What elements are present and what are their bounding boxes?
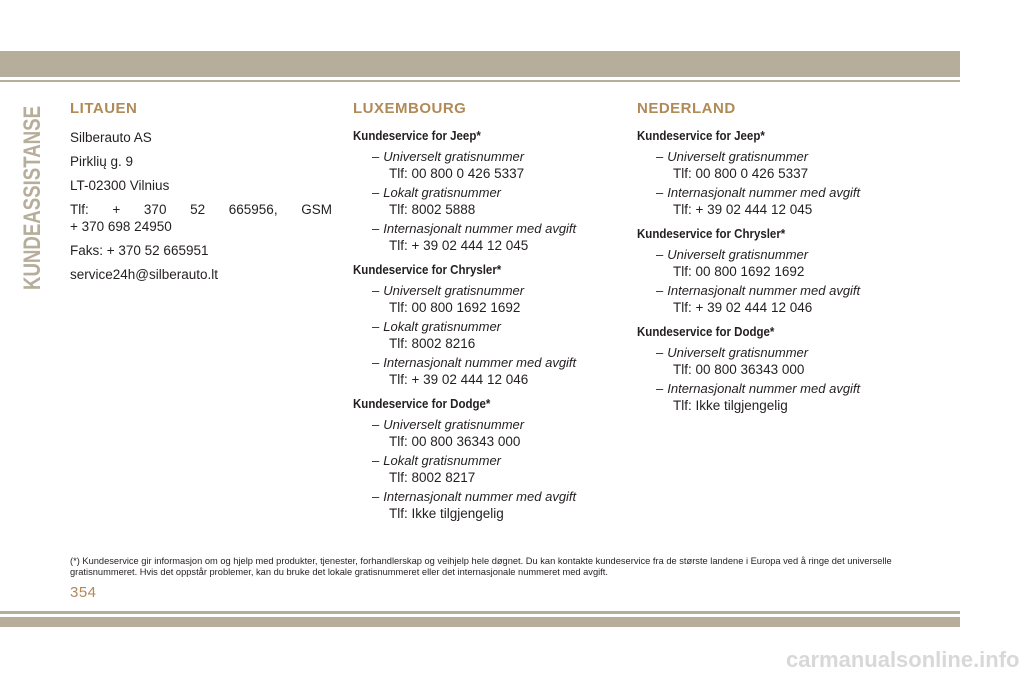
watermark: carmanualsonline.info	[786, 647, 1020, 672]
phone-entry: – Universelt gratisnummer Tlf: 00 800 0 426 5337	[637, 149, 902, 183]
entry-label: Lokalt gratisnummer	[383, 185, 502, 200]
entry-label: Internasjonalt nummer med avgift	[667, 283, 861, 298]
footnote: (*) Kundeservice gir informasjon om og hjelp med produkter, tjenester, forhandlerskap og veihjelp hele døgnet. Du kan kontakte kundeservice fra de største landene i Europa ved å ringe det universelle gratisnummeret. Hvis det oppstår problemer, kan du bruke det lokale gratisnummeret eller det internasjonale nummeret med avgift.	[70, 556, 892, 577]
entry-number: Tlf: + 39 02 444 12 046	[389, 372, 529, 387]
page-number: 354	[70, 584, 97, 601]
country-heading: LITAUEN	[70, 100, 138, 117]
phone-entry: – Universelt gratisnummer Tlf: 00 800 1692 1692	[637, 247, 902, 281]
service-group-dodge	[353, 397, 618, 523]
country-heading: LUXEMBOURG	[353, 100, 467, 117]
country-heading: NEDERLAND	[637, 100, 736, 117]
entry-label: Universelt gratisnummer	[667, 247, 809, 262]
phone-entry: – Lokalt gratisnummer Tlf: 8002 5888	[353, 185, 618, 219]
entry-number: Tlf: 00 800 0 426 5337	[673, 166, 809, 181]
group-title: Kundeservice for Dodge*	[637, 325, 775, 339]
phone-entry: – Internasjonalt nummer med avgift Tlf: + 39 02 444 12 045	[353, 221, 618, 255]
service-group-dodge	[637, 325, 902, 415]
entry-number: Tlf: 00 800 36343 000	[673, 362, 805, 377]
entry-number: Tlf: + 39 02 444 12 045	[673, 202, 813, 217]
phone-entry: – Internasjonalt nummer med avgift Tlf: Ikke tilgjengelig	[637, 381, 902, 415]
top-rule	[0, 80, 960, 82]
entry-label: Universelt gratisnummer	[667, 345, 809, 360]
service-group-jeep	[353, 129, 618, 255]
phone-entry: – Internasjonalt nummer med avgift Tlf: + 39 02 444 12 046	[353, 355, 618, 389]
entry-label: Internasjonalt nummer med avgift	[383, 221, 577, 236]
entry-label: Universelt gratisnummer	[383, 283, 525, 298]
phone-part: 370	[143, 202, 167, 217]
entry-number: Tlf: 8002 5888	[389, 202, 476, 217]
entry-label: Internasjonalt nummer med avgift	[383, 355, 577, 370]
bottom-band	[0, 617, 960, 627]
group-title: Kundeservice for Chrysler*	[637, 227, 786, 241]
phone-entry: – Universelt gratisnummer Tlf: 00 800 0 426 5337	[353, 149, 618, 183]
entry-label: Lokalt gratisnummer	[383, 319, 502, 334]
company-name: Silberauto AS	[70, 130, 152, 145]
entry-number: Tlf: + 39 02 444 12 045	[389, 238, 529, 253]
entry-label: Lokalt gratisnummer	[383, 453, 502, 468]
entry-number: Tlf: 00 800 0 426 5337	[389, 166, 525, 181]
entry-label: Internasjonalt nummer med avgift	[667, 381, 861, 396]
entry-number: Tlf: Ikke tilgjengelig	[389, 506, 504, 521]
street-address: Pirklių g. 9	[70, 154, 134, 169]
phone-part: Tlf:	[70, 202, 89, 217]
entry-number: Tlf: 00 800 36343 000	[389, 434, 521, 449]
entry-number: Tlf: 8002 8216	[389, 336, 476, 351]
entry-label: Internasjonalt nummer med avgift	[383, 489, 577, 504]
column-luxembourg	[353, 100, 618, 531]
top-band	[0, 51, 960, 77]
side-title-text: KUNDEASSISTANSE	[19, 48, 46, 290]
phone-part: 52	[190, 202, 206, 217]
phone-entry: – Universelt gratisnummer Tlf: 00 800 36343 000	[637, 345, 902, 379]
section-side-title	[14, 48, 48, 290]
entry-label: Universelt gratisnummer	[383, 417, 525, 432]
phone-entry: – Universelt gratisnummer Tlf: 00 800 1692 1692	[353, 283, 618, 317]
postal-address: LT-02300 Vilnius	[70, 178, 170, 193]
service-group-chrysler	[637, 227, 902, 317]
entry-label: Universelt gratisnummer	[383, 149, 525, 164]
phone-entry: – Lokalt gratisnummer Tlf: 8002 8216	[353, 319, 618, 353]
phone-entry: – Lokalt gratisnummer Tlf: 8002 8217	[353, 453, 618, 487]
entry-number: Tlf: Ikke tilgjengelig	[673, 398, 788, 413]
entry-number: Tlf: 00 800 1692 1692	[389, 300, 521, 315]
phone-part: +	[112, 202, 121, 217]
group-title: Kundeservice for Jeep*	[353, 129, 481, 143]
fax-number: Faks: + 370 52 665951	[70, 243, 209, 258]
phone-entry: – Internasjonalt nummer med avgift Tlf: + 39 02 444 12 046	[637, 283, 902, 317]
service-group-jeep	[637, 129, 902, 219]
column-litauen	[70, 100, 332, 290]
entry-number: Tlf: + 39 02 444 12 046	[673, 300, 813, 315]
group-title: Kundeservice for Jeep*	[637, 129, 765, 143]
phone-entry: – Internasjonalt nummer med avgift Tlf: Ikke tilgjengelig	[353, 489, 618, 523]
group-title: Kundeservice for Dodge*	[353, 397, 491, 411]
entry-number: Tlf: 8002 8217	[389, 470, 476, 485]
column-nederland	[637, 100, 902, 423]
phone-entry: – Internasjonalt nummer med avgift Tlf: + 39 02 444 12 045	[637, 185, 902, 219]
phone-part: GSM	[301, 202, 332, 217]
phone-entry: – Universelt gratisnummer Tlf: 00 800 36343 000	[353, 417, 618, 451]
service-group-chrysler	[353, 263, 618, 389]
entry-label: Internasjonalt nummer med avgift	[667, 185, 861, 200]
group-title: Kundeservice for Chrysler*	[353, 263, 502, 277]
entry-label: Universelt gratisnummer	[667, 149, 809, 164]
bottom-rule	[0, 611, 960, 614]
phone-line	[70, 201, 332, 218]
phone-part: 665956,	[228, 202, 278, 217]
entry-number: Tlf: 00 800 1692 1692	[673, 264, 805, 279]
gsm-number: + 370 698 24950	[70, 219, 172, 234]
email-address[interactable]: service24h@silberauto.lt	[70, 267, 219, 282]
